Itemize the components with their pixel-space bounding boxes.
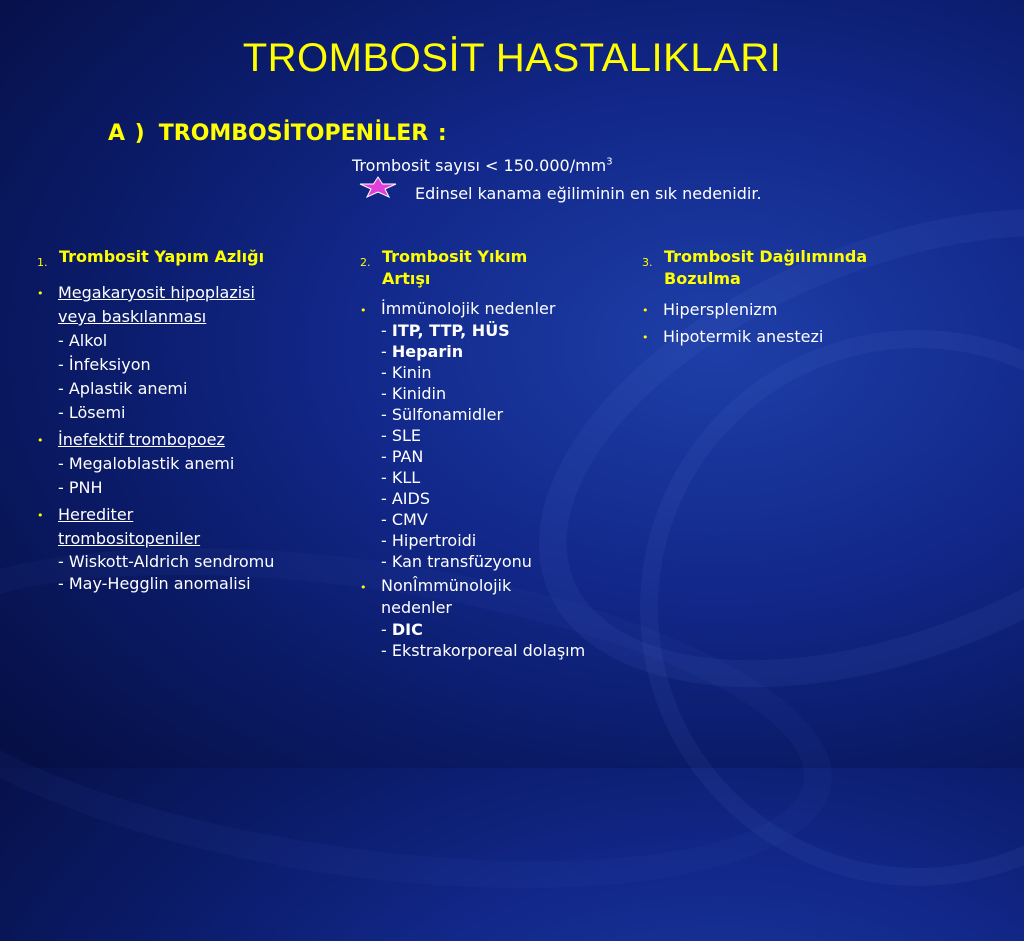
sub-item: [381, 551, 610, 572]
sub-item: [381, 425, 610, 446]
sub-item: - Wiskott-Aldrich sendromu: [58, 552, 275, 571]
list-item: [642, 298, 972, 322]
list-item-label: trombositopeniler: [58, 529, 201, 548]
sub-item-dash: -: [381, 620, 392, 639]
list-item: [37, 503, 327, 596]
sub-item-dash: -: [381, 363, 392, 382]
column-number: 1.: [37, 256, 48, 269]
sub-item-dash: -: [381, 489, 392, 508]
list-item-label: Megakaryosit hipoplazisi: [58, 283, 255, 302]
bullet-icon: •: [37, 287, 44, 300]
sub-item: [381, 404, 610, 425]
sub-item: - May-Hegglin anomalisi: [58, 574, 251, 593]
list-item-label: Herediter: [58, 505, 134, 524]
column-production-decrease: [37, 246, 327, 596]
sub-item: - Lösemi: [58, 403, 126, 422]
superscript: 3: [606, 156, 613, 168]
bullet-icon: •: [37, 509, 44, 522]
column-heading: [360, 246, 610, 290]
bullet-icon: •: [360, 304, 367, 317]
sub-item-text: Kan transfüzyonu: [391, 552, 532, 571]
section-prefix: A ): [108, 121, 145, 146]
list-item-label: veya baskılanması: [58, 307, 207, 326]
sub-item: - Aplastik anemi: [58, 379, 188, 398]
sub-item-text: DIC: [391, 620, 423, 639]
sub-item: - PNH: [58, 478, 103, 497]
sub-item-text: AIDS: [391, 489, 430, 508]
column-destruction-increase: [360, 246, 610, 661]
column-heading-text: Trombosit Yıkım: [382, 247, 528, 266]
sub-item-dash: -: [381, 468, 392, 487]
sub-item-text: Hipertroidi: [391, 531, 477, 550]
list-item-label: İnefektif trombopoez: [58, 430, 225, 449]
sub-item: [381, 383, 610, 404]
pink-star-icon: [358, 176, 398, 198]
list-item-label: NonÎmmünolojik: [381, 576, 512, 595]
column-heading-text: Bozulma: [664, 269, 741, 288]
list-item: [37, 428, 327, 500]
sub-item-dash: -: [381, 531, 392, 550]
column-heading-text: Trombosit Dağılımında: [664, 247, 868, 266]
sub-item-dash: -: [381, 641, 392, 660]
sub-item-text: ITP, TTP, HÜS: [391, 321, 510, 340]
sub-item: [381, 446, 610, 467]
sub-item: [381, 341, 610, 362]
sub-item-dash: -: [381, 384, 392, 403]
list-item-label: nedenler: [381, 598, 452, 617]
bullet-icon: •: [642, 304, 649, 317]
column-heading-text: Trombosit Yapım Azlığı: [59, 247, 265, 266]
column-heading-text: Artışı: [382, 269, 431, 288]
sub-list: [381, 619, 610, 661]
sub-item: - İnfeksiyon: [58, 355, 151, 374]
bullet-icon: •: [37, 434, 44, 447]
sub-item-text: KLL: [391, 468, 421, 487]
slide-title: TROMBOSİT HASTALIKLARI: [242, 36, 782, 80]
sub-list: [381, 320, 610, 572]
list-item-label: Hipersplenizm: [663, 300, 778, 319]
sub-item: - Alkol: [58, 331, 108, 350]
section-heading: [108, 121, 447, 146]
sub-item-text: Kinidin: [391, 384, 447, 403]
list-item-label: Hipotermik anestezi: [663, 327, 824, 346]
column-distribution-disorder: [642, 246, 972, 349]
sub-item: [381, 619, 610, 640]
list-item: [360, 575, 610, 661]
sub-item: [381, 530, 610, 551]
sub-item: [381, 362, 610, 383]
list-item: [37, 281, 327, 425]
sub-item-dash: -: [381, 552, 392, 571]
section-title: TROMBOSİTOPENİLER :: [158, 121, 447, 146]
bullet-icon: •: [642, 331, 649, 344]
sub-item-text: SLE: [391, 426, 422, 445]
star-line-text: Edinsel kanama eğiliminin en sık nedenidir.: [415, 184, 762, 203]
sub-item-text: Ekstrakorporeal dolaşım: [391, 641, 586, 660]
list-item: [642, 325, 972, 349]
background-swirl: [640, 330, 1024, 886]
sub-item: [381, 467, 610, 488]
sub-item-dash: -: [381, 447, 392, 466]
sub-item-text: Kinin: [391, 363, 432, 382]
sub-item-text: Heparin: [391, 342, 464, 361]
column-number: 2.: [360, 256, 371, 269]
platelet-count-text: Trombosit sayısı < 150.000/mm: [352, 156, 607, 175]
bullet-icon: •: [360, 581, 367, 594]
sub-item: [381, 488, 610, 509]
sub-item-text: CMV: [391, 510, 428, 529]
sub-item-dash: -: [381, 405, 392, 424]
platelet-count-line: [352, 156, 613, 175]
column-number: 3.: [642, 256, 653, 269]
column-heading: [642, 246, 972, 290]
list-item-label: İmmünolojik nedenler: [381, 299, 556, 318]
sub-item-dash: -: [381, 426, 392, 445]
sub-item-text: Sülfonamidler: [391, 405, 504, 424]
sub-item: [381, 509, 610, 530]
list-item: [360, 298, 610, 572]
sub-item-dash: -: [381, 321, 392, 340]
sub-item-dash: -: [381, 510, 392, 529]
sub-item: [381, 320, 610, 341]
sub-item-dash: -: [381, 342, 392, 361]
column-heading: [37, 246, 327, 273]
sub-item: - Megaloblastik anemi: [58, 454, 235, 473]
sub-item-text: PAN: [391, 447, 424, 466]
sub-item: [381, 640, 610, 661]
